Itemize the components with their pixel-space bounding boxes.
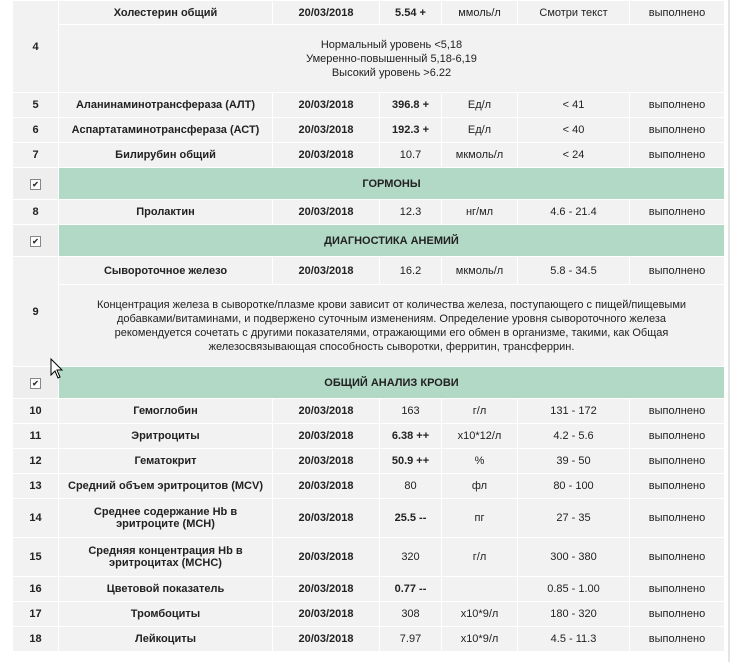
test-unit: мкмоль/л	[442, 257, 518, 285]
test-name: Тромбоциты	[59, 602, 273, 627]
iron-comment: Концентрация железа в сыворотке/плазме крови зависит от количества железа, поступающего с пищей/пищевыми добавками/витаминами, и подвержено суточным изменениям. Определение уровня сывороточного железа рекомендуется сочетать с другими показателями, отражающими его обмен в организме, такими, как Общая железосвязывающая способность сыворотки, ферритин, трансферрин.	[59, 285, 725, 367]
row-number: 14	[13, 499, 59, 538]
reference-range: < 40	[518, 118, 630, 143]
result-row	[13, 424, 725, 449]
row-number: 17	[13, 602, 59, 627]
reference-range: 4.6 - 21.4	[518, 200, 630, 225]
reference-range: 131 - 172	[518, 399, 630, 424]
group-title: ГОРМОНЫ	[59, 168, 725, 200]
test-unit: x10*12/л	[442, 424, 518, 449]
test-result: 50.9 ++	[380, 449, 442, 474]
row-number: 8	[13, 200, 59, 225]
reference-range: < 41	[518, 93, 630, 118]
result-row	[13, 257, 725, 285]
test-result: 5.54 +	[380, 1, 442, 25]
checkbox-checked-icon[interactable]: ✔	[30, 179, 41, 190]
result-row	[13, 474, 725, 499]
result-row	[13, 200, 725, 225]
reference-range: < 24	[518, 143, 630, 168]
test-name: Цветовой показатель	[59, 577, 273, 602]
group-checkbox-cell[interactable]	[13, 168, 59, 200]
test-result: 192.3 +	[380, 118, 442, 143]
test-status: выполнено	[630, 118, 725, 143]
group-header-row	[13, 367, 725, 399]
test-unit: г/л	[442, 538, 518, 577]
reference-range: 80 - 100	[518, 474, 630, 499]
result-row	[13, 449, 725, 474]
row-number: 18	[13, 627, 59, 652]
test-name: Аспартатаминотрансфераза (АСТ)	[59, 118, 273, 143]
test-status: выполнено	[630, 449, 725, 474]
result-row	[13, 1, 725, 25]
group-header-row	[13, 225, 725, 257]
test-result: 16.2	[380, 257, 442, 285]
row-number: 5	[13, 93, 59, 118]
result-row	[13, 118, 725, 143]
test-date: 20/03/2018	[273, 449, 380, 474]
group-header-row	[13, 168, 725, 200]
result-row	[13, 602, 725, 627]
result-row	[13, 143, 725, 168]
row-number: 16	[13, 577, 59, 602]
test-result: 163	[380, 399, 442, 424]
test-name: Гематокрит	[59, 449, 273, 474]
page-right-border	[728, 0, 730, 662]
test-result: 12.3	[380, 200, 442, 225]
test-date: 20/03/2018	[273, 93, 380, 118]
test-status: выполнено	[630, 143, 725, 168]
reference-range: 180 - 320	[518, 602, 630, 627]
test-date: 20/03/2018	[273, 474, 380, 499]
test-unit	[442, 577, 518, 602]
test-date: 20/03/2018	[273, 257, 380, 285]
test-date: 20/03/2018	[273, 627, 380, 652]
reference-range: 4.2 - 5.6	[518, 424, 630, 449]
page-left-margin	[0, 0, 12, 662]
test-result: 10.7	[380, 143, 442, 168]
reference-range: 5.8 - 34.5	[518, 257, 630, 285]
results-table-container	[12, 0, 724, 662]
group-title: ДИАГНОСТИКА АНЕМИЙ	[59, 225, 725, 257]
test-result: 0.77 --	[380, 577, 442, 602]
test-status: выполнено	[630, 538, 725, 577]
test-status: выполнено	[630, 627, 725, 652]
test-date: 20/03/2018	[273, 499, 380, 538]
result-row	[13, 93, 725, 118]
test-unit: фл	[442, 474, 518, 499]
row-number: 12	[13, 449, 59, 474]
reference-range: 4.5 - 11.3	[518, 627, 630, 652]
test-result: 396.8 +	[380, 93, 442, 118]
test-name: Лейкоциты	[59, 627, 273, 652]
test-unit: Ед/л	[442, 93, 518, 118]
test-unit: x10*9/л	[442, 627, 518, 652]
row-number: 11	[13, 424, 59, 449]
test-result: 25.5 --	[380, 499, 442, 538]
comment-line: Высокий уровень >6.22	[331, 66, 452, 79]
test-name: Сывороточное железо	[59, 257, 273, 285]
test-status: выполнено	[630, 424, 725, 449]
test-date: 20/03/2018	[273, 424, 380, 449]
test-status: выполнено	[630, 93, 725, 118]
test-date: 20/03/2018	[273, 200, 380, 225]
test-name: Гемоглобин	[59, 399, 273, 424]
test-status: выполнено	[630, 257, 725, 285]
comment-row	[13, 285, 725, 367]
row-number: 15	[13, 538, 59, 577]
comment-row	[13, 25, 725, 93]
cholesterol-comment	[59, 25, 725, 93]
test-unit: %	[442, 449, 518, 474]
test-status: выполнено	[630, 474, 725, 499]
test-status: выполнено	[630, 602, 725, 627]
checkbox-checked-icon[interactable]: ✔	[30, 236, 41, 247]
test-unit: г/л	[442, 399, 518, 424]
comment-line: Умеренно-повышенный 5,18-6,19	[306, 52, 477, 65]
test-unit: Ед/л	[442, 118, 518, 143]
result-row	[13, 399, 725, 424]
reference-range: Смотри текст	[518, 1, 630, 25]
test-date: 20/03/2018	[273, 1, 380, 25]
test-date: 20/03/2018	[273, 577, 380, 602]
test-date: 20/03/2018	[273, 538, 380, 577]
test-name: Билирубин общий	[59, 143, 273, 168]
row-number: 9	[13, 257, 59, 367]
test-status: выполнено	[630, 200, 725, 225]
test-name: Средняя концентрация Hb в эритроцитах (MCHC)	[59, 538, 273, 577]
test-result: 308	[380, 602, 442, 627]
test-unit: x10*9/л	[442, 602, 518, 627]
group-title: ОБЩИЙ АНАЛИЗ КРОВИ	[59, 367, 725, 399]
row-number: 13	[13, 474, 59, 499]
checkbox-checked-icon[interactable]: ✔	[30, 378, 41, 389]
test-date: 20/03/2018	[273, 118, 380, 143]
group-checkbox-cell[interactable]	[13, 225, 59, 257]
test-name: Средний объем эритроцитов (MCV)	[59, 474, 273, 499]
lab-results-table	[12, 0, 724, 652]
test-name: Холестерин общий	[59, 1, 273, 25]
test-name: Среднее содержание Hb в эритроците (MCH)	[59, 499, 273, 538]
mouse-cursor-icon	[50, 358, 64, 380]
result-row	[13, 538, 725, 577]
reference-range: 300 - 380	[518, 538, 630, 577]
reference-range: 39 - 50	[518, 449, 630, 474]
test-name: Эритроциты	[59, 424, 273, 449]
comment-line: Нормальный уровень <5,18	[320, 38, 463, 51]
test-name: Пролактин	[59, 200, 273, 225]
reference-range: 0.85 - 1.00	[518, 577, 630, 602]
test-unit: пг	[442, 499, 518, 538]
test-unit: нг/мл	[442, 200, 518, 225]
reference-range: 27 - 35	[518, 499, 630, 538]
test-name: Аланинаминотрансфераза (АЛТ)	[59, 93, 273, 118]
test-date: 20/03/2018	[273, 399, 380, 424]
test-result: 320	[380, 538, 442, 577]
result-row	[13, 577, 725, 602]
test-date: 20/03/2018	[273, 143, 380, 168]
row-number: 7	[13, 143, 59, 168]
test-date: 20/03/2018	[273, 602, 380, 627]
result-row	[13, 499, 725, 538]
test-unit: мкмоль/л	[442, 143, 518, 168]
test-status: выполнено	[630, 577, 725, 602]
test-unit: ммоль/л	[442, 1, 518, 25]
result-row	[13, 627, 725, 652]
row-number: 6	[13, 118, 59, 143]
row-number: 10	[13, 399, 59, 424]
test-status: выполнено	[630, 399, 725, 424]
test-result: 7.97	[380, 627, 442, 652]
test-result: 6.38 ++	[380, 424, 442, 449]
row-number: 4	[13, 1, 59, 93]
test-status: выполнено	[630, 1, 725, 25]
test-result: 80	[380, 474, 442, 499]
test-status: выполнено	[630, 499, 725, 538]
